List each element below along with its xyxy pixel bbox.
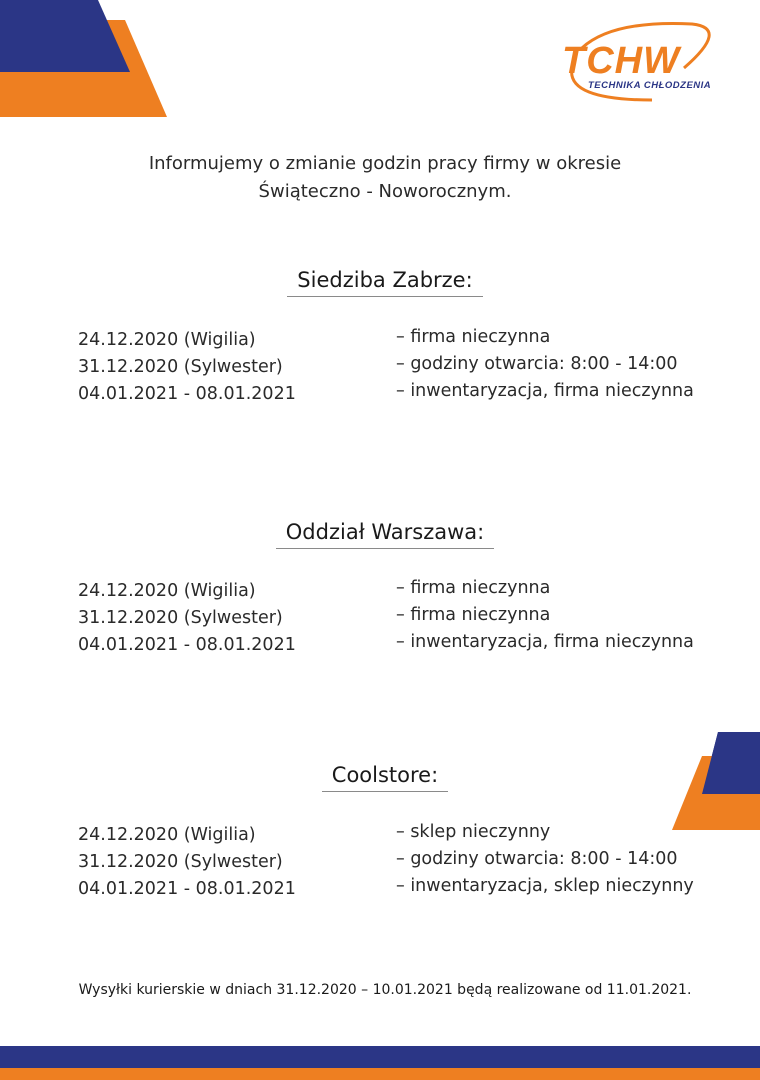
- schedule-row: [0, 327, 760, 357]
- logo-wordmark: TCHW: [562, 40, 680, 82]
- schedule-date: 24.12.2020 (Wigilia): [78, 581, 256, 601]
- schedule-desc: – sklep nieczynny: [396, 822, 551, 842]
- schedule-desc: – godziny otwarcia: 8:00 - 14:00: [396, 849, 678, 869]
- logo-subtitle: TECHNIKA CHŁODZENIA: [588, 80, 712, 91]
- footer-bar-orange: [0, 1068, 760, 1080]
- section-title-warszawa: [0, 520, 760, 549]
- section-title-zabrze: [0, 268, 760, 297]
- schedule-date: 24.12.2020 (Wigilia): [78, 825, 256, 845]
- schedule-row: [0, 822, 760, 852]
- schedule-desc: – inwentaryzacja, firma nieczynna: [396, 381, 694, 401]
- section-heading: Oddział Warszawa:: [276, 520, 494, 549]
- schedule-row: [0, 849, 760, 879]
- footer-bar-navy: [0, 1046, 760, 1068]
- schedule-date: 31.12.2020 (Sylwester): [78, 852, 283, 872]
- schedule-desc: – inwentaryzacja, sklep nieczynny: [396, 876, 694, 896]
- intro-line-1: Informujemy o zmianie godzin pracy firmy w okresie: [148, 153, 622, 174]
- schedule-desc: – godziny otwarcia: 8:00 - 14:00: [396, 354, 678, 374]
- schedule-list-zabrze: [0, 327, 760, 411]
- shipping-note: Wysyłki kurierskie w dniach 31.12.2020 – 10.01.2021 będą realizowane od 11.01.2021.: [78, 982, 692, 998]
- schedule-desc: – firma nieczynna: [396, 605, 551, 625]
- schedule-date: 04.01.2021 - 08.01.2021: [78, 635, 296, 655]
- section-heading: Coolstore:: [322, 763, 448, 792]
- section-heading: Siedziba Zabrze:: [287, 268, 482, 297]
- schedule-list-warszawa: [0, 578, 760, 662]
- schedule-row: [0, 605, 760, 635]
- schedule-row: [0, 578, 760, 608]
- intro-line-2: Świąteczno - Noworocznym.: [258, 181, 512, 202]
- schedule-date: 04.01.2021 - 08.01.2021: [78, 384, 296, 404]
- schedule-date: 31.12.2020 (Sylwester): [78, 357, 283, 377]
- schedule-row: [0, 381, 760, 411]
- schedule-row: [0, 632, 760, 662]
- schedule-list-coolstore: [0, 822, 760, 906]
- schedule-desc: – firma nieczynna: [396, 578, 551, 598]
- top-left-decoration: [0, 0, 170, 120]
- schedule-date: 31.12.2020 (Sylwester): [78, 608, 283, 628]
- company-logo: [552, 18, 748, 104]
- schedule-date: 24.12.2020 (Wigilia): [78, 330, 256, 350]
- schedule-desc: – inwentaryzacja, firma nieczynna: [396, 632, 694, 652]
- intro-text: [0, 150, 760, 206]
- section-title-coolstore: [0, 763, 760, 792]
- schedule-date: 04.01.2021 - 08.01.2021: [78, 879, 296, 899]
- schedule-row: [0, 876, 760, 906]
- schedule-desc: – firma nieczynna: [396, 327, 551, 347]
- schedule-row: [0, 354, 760, 384]
